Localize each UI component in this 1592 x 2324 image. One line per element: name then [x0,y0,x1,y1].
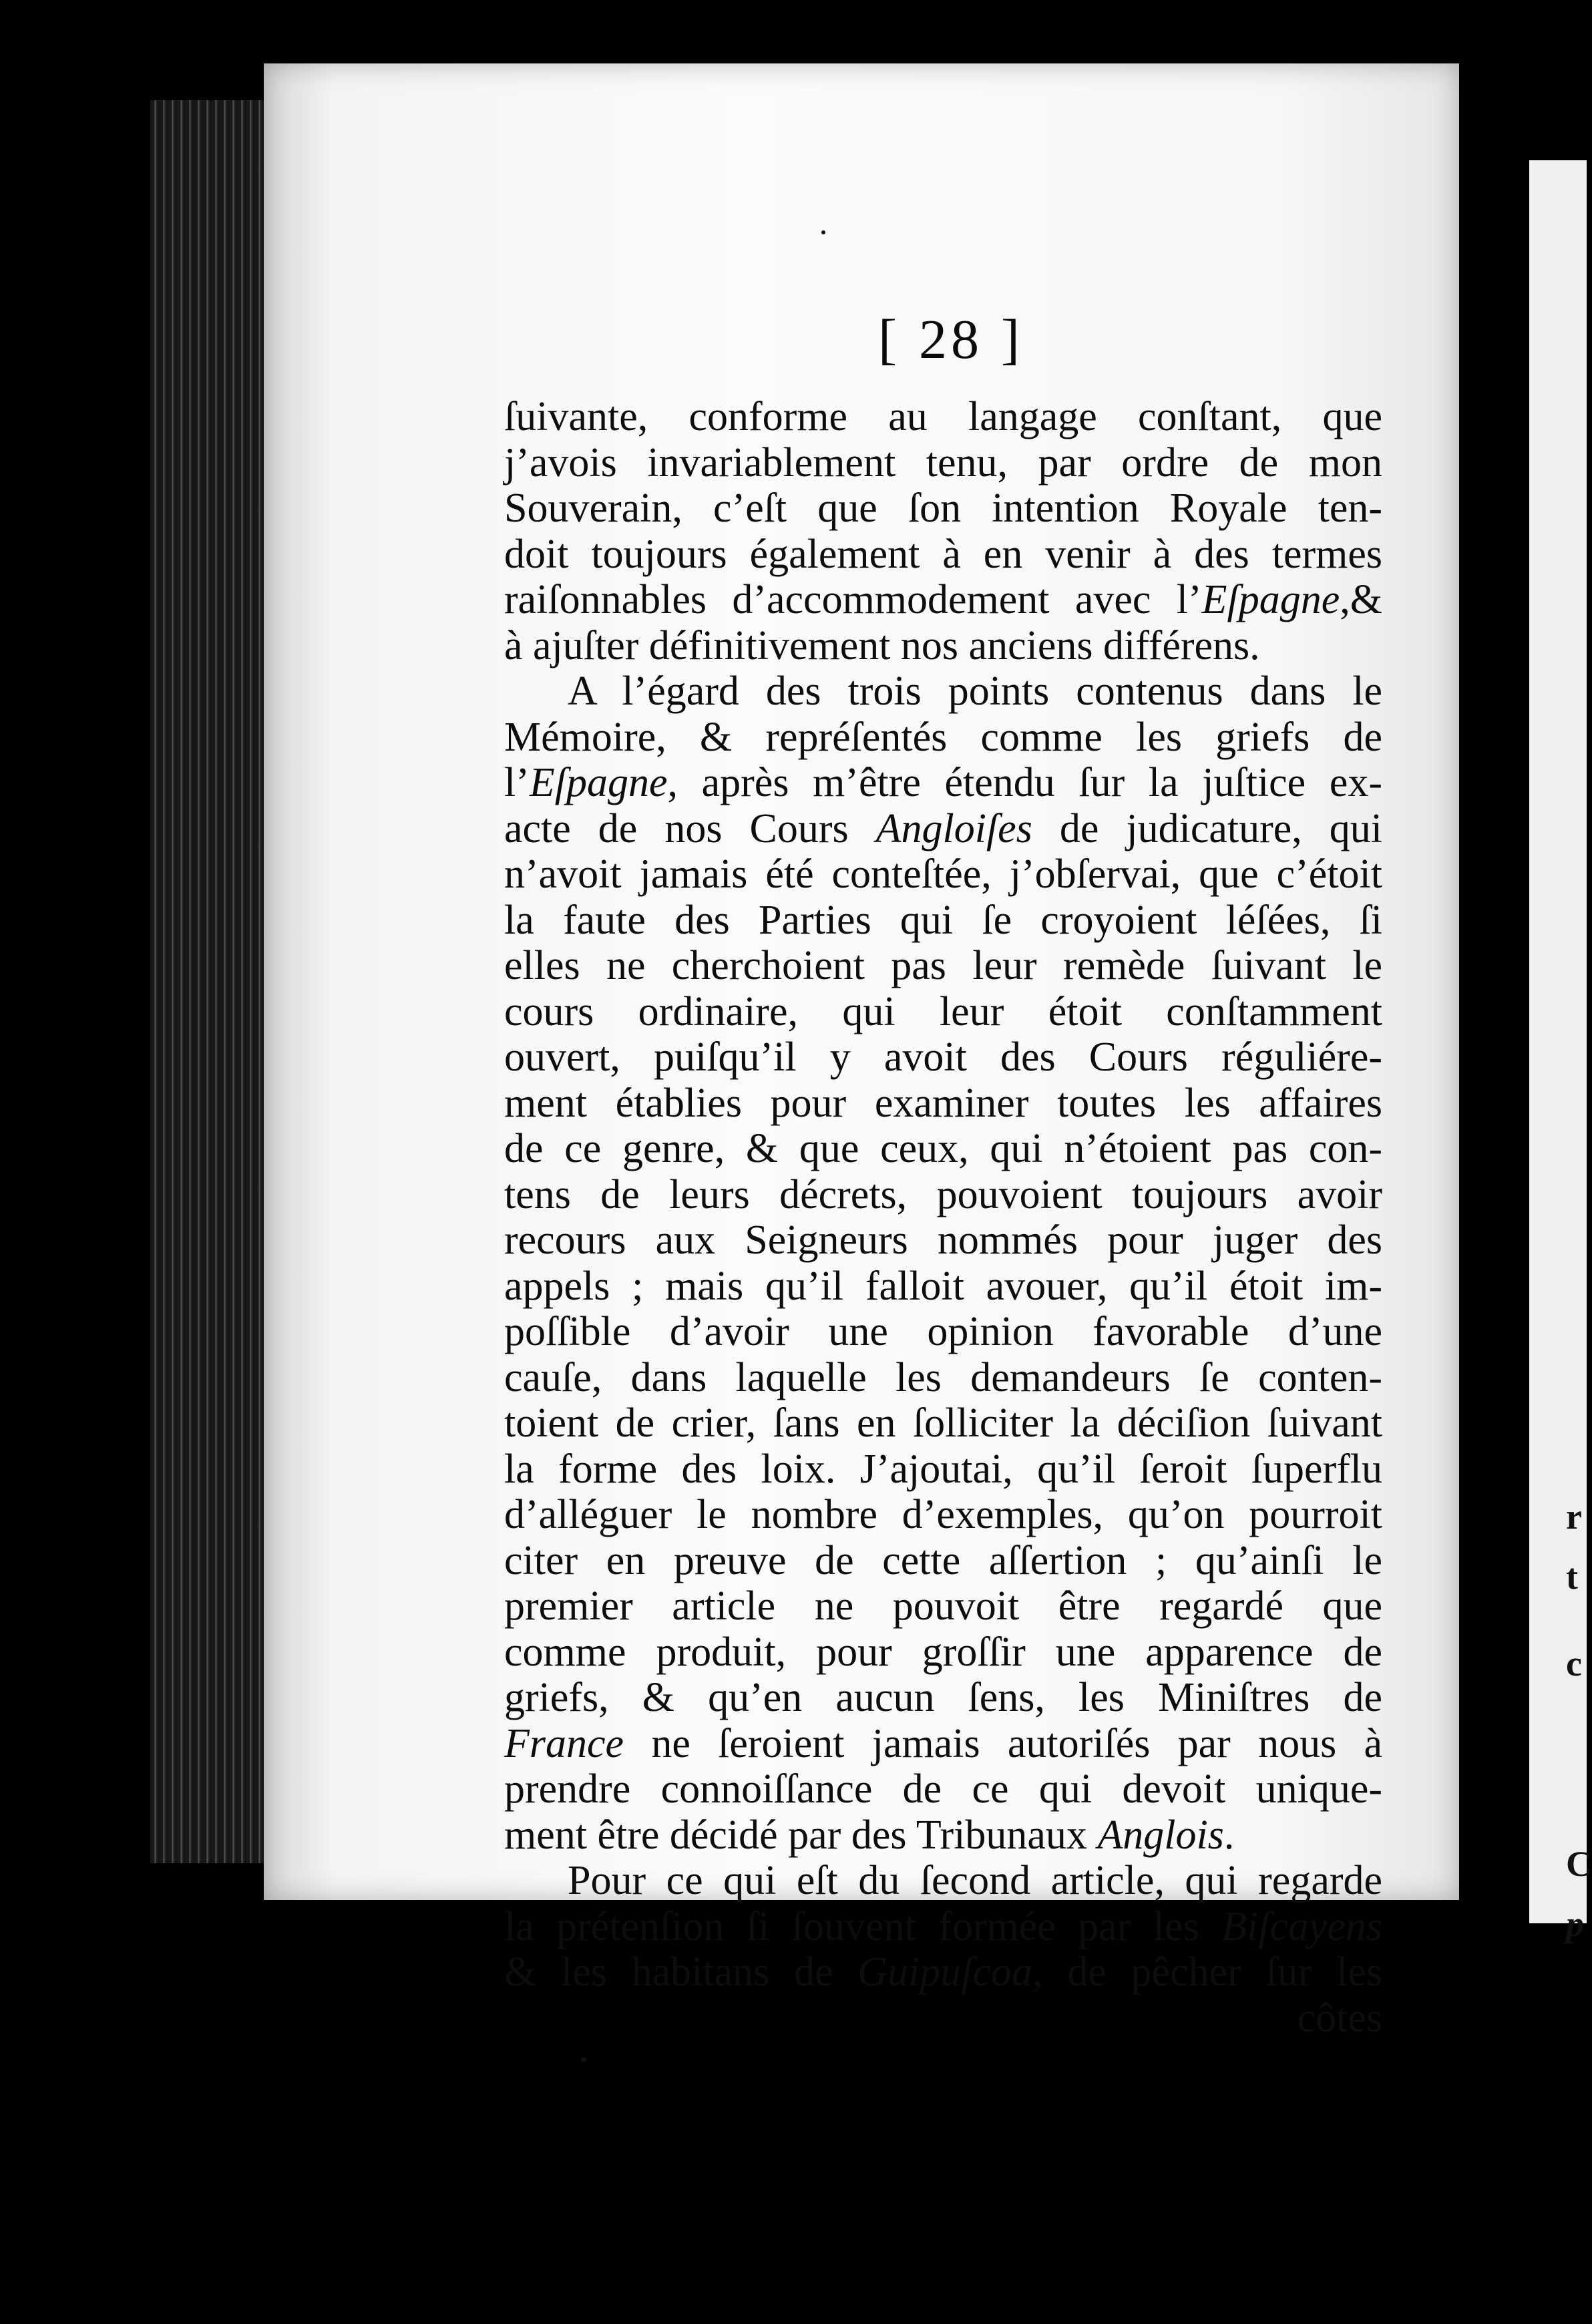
text-segment: raiſonnables d’accommodement avec l’ [504,577,1202,622]
text-segment: ment être décidé par des Tribunaux [504,1812,1098,1858]
text-line: citer en preuve de cette aſſertion ; qu’ainſi le [504,1537,1382,1583]
text-line: cauſe, dans laquelle les demandeurs ſe conten- [504,1354,1382,1400]
italic-term: Guipuſcoa [857,1949,1033,1995]
text-line: ment établies pour examiner toutes les affaires [504,1080,1382,1126]
text-line: appels ; mais qu’il falloit avouer, qu’il étoit im- [504,1263,1382,1309]
text-line [504,1904,1382,1950]
text-line [504,1721,1382,1767]
text-segment: ,& [1340,577,1382,622]
page-number: [ 28 ] [878,309,1024,371]
text-line: ouvert, puiſqu’il y avoit des Cours réguliére- [504,1034,1382,1080]
text-line: tens de leurs décrets, pouvoient toujours avoir [504,1171,1382,1217]
text-line: doit toujours également à en venir à des termes [504,531,1382,577]
facing-page-fragment [1529,160,1592,1944]
text-line: la forme des loix. J’ajoutai, qu’il ſeroit ſuperflu [504,1446,1382,1492]
text-line: premier article ne pouvoit être regardé que [504,1583,1382,1629]
text-line: toient de crier, ſans en ſolliciter la déciſion ſuivant [504,1400,1382,1446]
text-line: elles ne cherchoient pas leur remède ſuivant le [504,943,1382,988]
text-segment: l’ [504,760,530,805]
italic-term: Anglois [1097,1812,1224,1858]
text-segment: , après m’être étendu ſur la juſtice ex- [667,760,1382,805]
facing-fragment-2: t [1566,1557,1578,1597]
text-line: côtes [1297,1995,1382,2041]
italic-term: Biſcayens [1221,1903,1382,1949]
text-line: j’avois invariablement tenu, par ordre de mon [504,439,1382,486]
text-line: poſſible d’avoir une opinion favorable d’une [504,1309,1382,1354]
text-line: de ce genre, & que ceux, qui n’étoient pas con- [504,1126,1382,1171]
facing-fragment-4: C [1566,1844,1592,1884]
ink-speck [821,230,825,234]
text-line: griefs, & qu’en aucun ſens, les Miniſtres de [504,1675,1382,1720]
text-line: n’avoit jamais été conteſtée, j’obſervai, que c’étoit [504,851,1382,897]
text-line [504,577,1382,623]
text-line [504,760,1382,806]
text-line: d’alléguer le nombre d’exemples, qu’on pourroit [504,1492,1382,1537]
italic-term: Eſpagne [529,760,668,805]
text-line: recours aux Seigneurs nommés pour juger des [504,1217,1382,1263]
text-line: ſuivante, conforme au langage conſtant, que [504,394,1382,439]
italic-term: Angloiſes [875,805,1032,851]
text-line: la faute des Parties qui ſe croyoient léſées, ſi [504,897,1382,943]
text-line [504,806,1382,852]
text-line: Mémoire, & repréſentés comme les griefs de [504,714,1382,760]
italic-term: France [504,1720,624,1766]
text-line: prendre connoiſſance de ce qui devoit uniquе- [504,1766,1382,1812]
text-line: A l’égard des trois points contenus dans le [568,668,1382,714]
text-segment: & les habitans de [504,1949,858,1995]
text-segment: ne ſeroient jamais autoriſés par nous à [624,1720,1382,1766]
text-line: Pour ce qui eſt du ſecond article, qui regarde [568,1858,1382,1903]
facing-fragment-1: r [1566,1497,1582,1537]
text-line: à ajuſter définitivement nos anciens différens. [504,622,1260,668]
text-segment: de judicature, qui [1032,805,1382,851]
text-line: comme produit, pour groſſir une apparence de [504,1629,1382,1675]
text-line [504,1949,1382,1995]
text-segment: . [1223,1812,1235,1858]
text-line: cours ordinaire, qui leur étoit conſtamment [504,988,1382,1034]
text-segment: acte de nos Cours [504,805,876,851]
text-line [504,1812,1382,1859]
body-text [504,394,1382,2041]
facing-fragment-3: c [1566,1643,1582,1684]
text-segment: , de pêcher ſur les [1032,1949,1383,1995]
text-segment: la prétenſion ſi ſouvent formée par les [504,1903,1221,1949]
book-page-edges [150,100,264,1863]
italic-term: Eſpagne [1201,577,1340,622]
text-line: Souverain, c’eſt que ſon intention Royale ten- [504,486,1382,531]
facing-fragment-5: p [1566,1904,1584,1944]
ink-speck [581,2057,586,2062]
